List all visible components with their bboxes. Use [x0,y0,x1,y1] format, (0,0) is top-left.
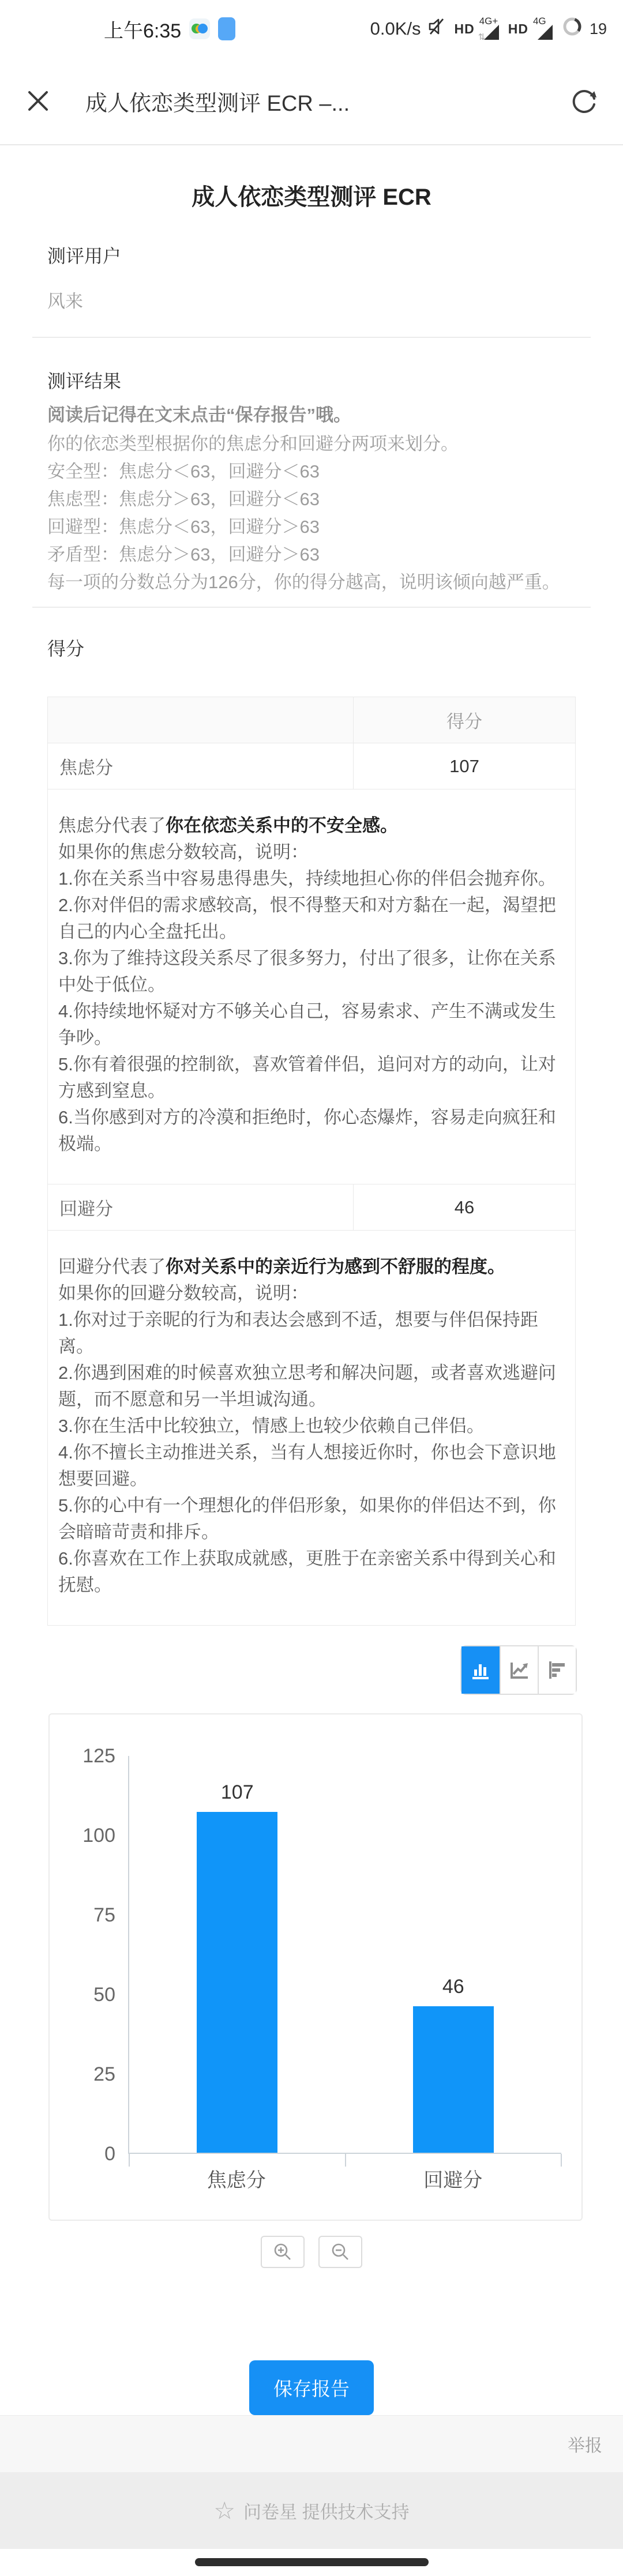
anxiety-score-value: 107 [354,743,576,789]
table-row-avoidance-description [48,1231,576,1626]
description-intro-bold: 你对关系中的亲近行为感到不舒服的程度。 [166,1257,505,1277]
notification-note-icon [218,17,235,40]
status-bar-left [104,15,235,43]
report-abuse-link[interactable]: 举报 [568,2436,602,2455]
avoidance-score-value: 46 [354,1184,576,1231]
bar [413,2006,494,2153]
save-report-button[interactable]: 保存报告 [249,2360,374,2415]
bar-cell [346,1756,562,2153]
bar-chart-toggle-button[interactable] [461,1646,500,1694]
description-line: 6.当你感到对方的冷漠和拒绝时，你心态爆炸，容易走向疯狂和极端。 [58,1107,556,1154]
y-axis-tick-label: 125 [82,1745,115,1767]
y-axis-tick-label: 50 [93,1984,115,2006]
home-indicator-area [0,2549,623,2576]
description-line: 1.你对过于亲昵的行为和表达会感到不适，想要与伴侣保持距离。 [58,1310,538,1356]
line-chart-toggle-button[interactable] [500,1646,538,1694]
battery-ring-icon [562,16,583,42]
report-content [0,145,623,2415]
result-lines [47,430,576,596]
chart-plot [128,1756,561,2154]
y-axis-tick-label: 75 [93,1904,115,1926]
support-band [0,2472,623,2549]
description-line: 6.你喜欢在工作上获取成就感，更胜于在亲密关系中得到关心和抚慰。 [58,1548,556,1595]
hd-voice-icon: HD [454,21,475,36]
zoom-in-icon [272,2242,293,2262]
page-title: 成人依恋类型测评 ECR –... [85,91,350,116]
table-row-anxiety [48,743,576,789]
wjx-star-icon: ☆ [213,2496,236,2524]
x-axis-category-label: 回避分 [423,2169,483,2191]
description-intro [58,813,565,839]
description-line: 5.你有着很强的控制欲，喜欢管着伴侣，追问对方的动向，让对方感到窒息。 [58,1054,556,1101]
chart-x-labels [128,2164,561,2193]
description-intro-normal: 焦虑分代表了 [58,815,166,836]
score-table [47,697,576,1626]
table-header-score-cell: 得分 [354,697,576,743]
bar [197,1812,277,2153]
battery-percent-text: 19 [589,20,607,37]
chart-y-labels [50,1714,115,2220]
signal-4gplus-icon: 4G+ ⇅ [478,16,498,42]
description-intro-bold: 你在依恋关系中的不安全感。 [166,815,398,836]
chart-zoom-controls [0,2236,623,2268]
description-line: 如果你的焦虑分数较高，说明： [58,842,309,862]
speaker-muted-icon [427,17,447,41]
clock-text: 上午6:35 [104,20,182,42]
result-note: 阅读后记得在文末点击“保存报告”哦。 [47,405,351,425]
avoidance-score-name: 回避分 [48,1184,354,1231]
anxiety-description-cell [48,789,576,1184]
description-line: 如果你的回避分数较高，说明： [58,1283,309,1303]
description-line: 4.你不擅长主动推进关系，当有人想接近你时，你也会下意识地想要回避。 [58,1442,556,1489]
title-bar [0,58,623,145]
home-indicator[interactable] [195,2558,429,2566]
description-line: 3.你为了维持这段关系尽了很多努力，付出了很多，让你在关系中处于低位。 [58,948,556,995]
description-intro-normal: 回避分代表了 [58,1257,166,1277]
table-row-avoidance [48,1184,576,1231]
y-axis-tick-label: 0 [104,2143,115,2165]
result-line: 每一项的分数总分为126分，你的得分越高，说明该倾向越严重。 [47,572,560,592]
result-line: 回避型：焦虑分＜63，回避分＞63 [47,517,320,537]
table-header-empty-cell [48,697,354,743]
divider [32,337,591,338]
close-icon[interactable] [24,87,52,115]
y-axis-tick-label: 25 [93,2063,115,2085]
table-header-row [48,697,576,743]
y-axis-tick-label: 100 [82,1825,115,1847]
bar-chart-icon [470,1659,491,1681]
bar-chart [48,1713,583,2221]
description-line: 5.你的心中有一个理想化的伴侣形象，如果你的伴侣达不到，你会暗暗苛责和排斥。 [58,1495,556,1542]
description-line: 1.你在关系当中容易患得患失，持续地担心你的伴侣会抛弃你。 [58,868,556,889]
signal-4g-icon: 4G [535,16,555,42]
user-section-label: 测评用户 [47,246,122,266]
divider [32,607,591,608]
hd-voice-icon-2: HD [508,21,528,36]
result-section-label: 测评结果 [47,371,122,392]
refresh-icon[interactable] [570,87,599,115]
result-line: 你的依恋类型根据你的焦虑分和回避分两项来划分。 [47,434,459,454]
report-abuse-band [0,2415,623,2472]
result-line: 矛盾型：焦虑分＞63，回避分＞63 [47,544,320,565]
avoidance-description-cell [48,1231,576,1626]
x-axis-category-label: 焦虑分 [207,2169,266,2191]
chart-type-toggle-group [460,1645,577,1695]
hbar-chart-toggle-button[interactable] [538,1646,576,1694]
report-heading: 成人依恋类型测评 ECR [192,185,431,210]
bar-value-label: 46 [442,1976,464,1998]
description-line: 3.你在生活中比较独立，情感上也较少依赖自己伴侣。 [58,1416,485,1436]
description-intro [58,1254,565,1280]
status-bar-right [370,16,607,42]
bar-cell [129,1756,346,2153]
notification-app-icon [189,18,210,39]
result-line: 焦虑型：焦虑分＞63，回避分＜63 [47,489,320,509]
user-name: 风来 [47,291,83,311]
result-line: 安全型：焦虑分＜63，回避分＜63 [47,461,320,482]
table-row-anxiety-description [48,789,576,1184]
anxiety-score-name: 焦虑分 [48,743,354,789]
zoom-out-button[interactable] [318,2236,362,2268]
network-speed-text: 0.0K/s [370,18,421,39]
score-section-label: 得分 [47,638,85,659]
status-bar [0,0,623,58]
chart-toolbar [0,1645,577,1695]
description-line: 2.你对伴侣的需求感较高，恨不得整天和对方黏在一起，渴望把自己的内心全盘托出。 [58,895,556,942]
line-chart-icon [508,1659,530,1681]
description-line: 2.你遇到困难的时候喜欢独立思考和解决问题，或者喜欢逃避问题，而不愿意和另一半坦诚沟通。 [58,1363,556,1409]
hbar-chart-icon [546,1659,568,1681]
bar-value-label: 107 [220,1781,254,1804]
zoom-in-button[interactable] [261,2236,305,2268]
description-line: 4.你持续地怀疑对方不够关心自己，容易索求、产生不满或发生争吵。 [58,1001,556,1048]
zoom-out-icon [330,2242,351,2262]
support-text: 问卷星 提供技术支持 [243,2502,410,2522]
